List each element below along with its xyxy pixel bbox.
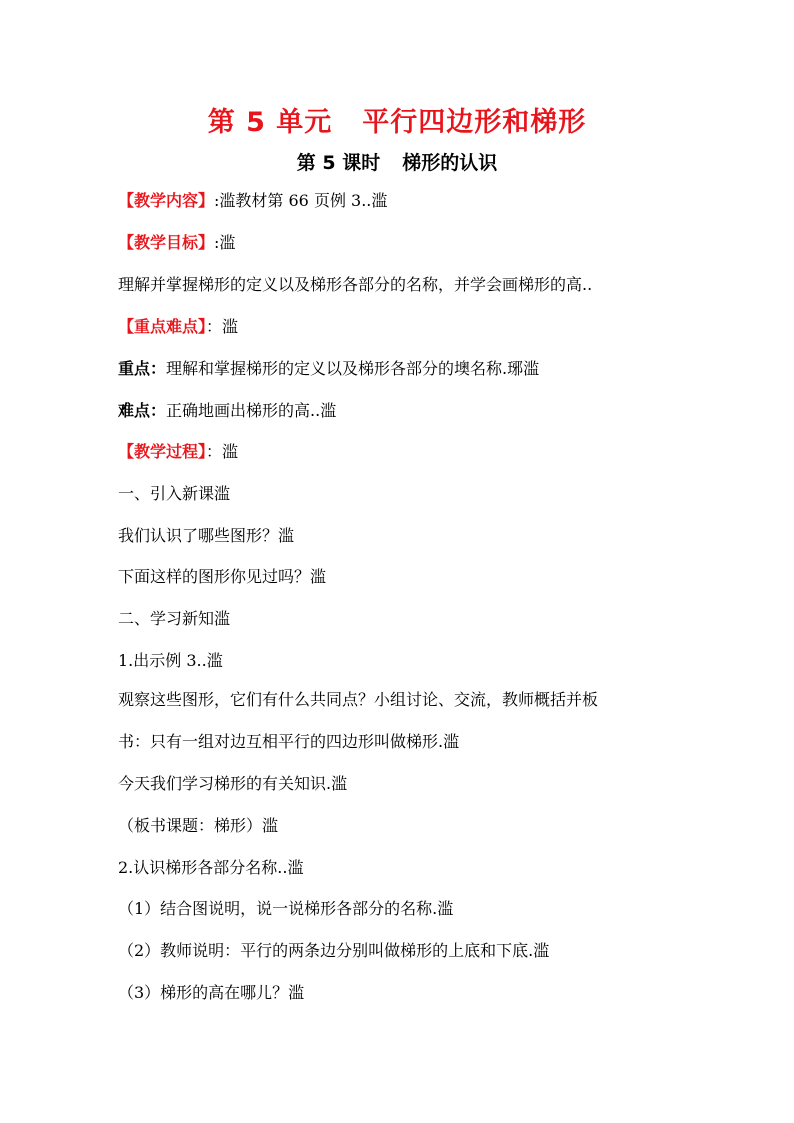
teaching-process-label: 【教学过程】 — [118, 442, 207, 461]
section-intro-heading: 一、引入新课滥 — [118, 484, 231, 503]
teaching-goal-line — [118, 232, 235, 254]
paragraph: （1）结合图说明，说一说梯形各部分的名称.滥 — [118, 899, 454, 918]
paragraph: 2.认识梯形各部分名称..滥 — [118, 858, 304, 877]
teaching-content-label: 【教学内容】 — [118, 191, 215, 210]
paragraph: （板书课题：梯形）滥 — [118, 816, 279, 835]
unit-topic: 平行四边形和梯形 — [362, 107, 587, 138]
unit-title — [0, 100, 794, 139]
paragraph: 1.出示例 3..滥 — [118, 651, 223, 670]
section-learn-heading: 二、学习新知滥 — [118, 609, 231, 628]
key-point-label: 重点： — [118, 359, 167, 378]
unit-number: 第 5 单元 — [207, 107, 333, 138]
paragraph: （3）梯形的高在哪儿？滥 — [118, 983, 305, 1002]
teaching-process-line — [118, 441, 238, 463]
key-difficulty-label: 【重点难点】 — [118, 317, 207, 336]
teaching-content-line — [118, 190, 387, 212]
difficulty-line — [118, 400, 336, 422]
lesson-topic: 梯形的认识 — [402, 152, 498, 174]
key-difficulty-text: ：滥 — [206, 317, 239, 336]
teaching-goal-label: 【教学目标】 — [118, 233, 215, 252]
paragraph: 今天我们学习梯形的有关知识.滥 — [118, 774, 348, 793]
lesson-title — [0, 148, 794, 175]
teaching-process-text: ：滥 — [206, 442, 239, 461]
difficulty-label: 难点： — [118, 401, 167, 420]
lesson-number: 第 5 课时 — [296, 152, 381, 174]
teaching-content-text: :滥教材第 66 页例 3..滥 — [214, 191, 388, 210]
paragraph: （2）教师说明：平行的两条边分别叫做梯形的上底和下底.滥 — [118, 941, 550, 960]
key-difficulty-line — [118, 316, 238, 338]
difficulty-text: 正确地画出梯形的高..滥 — [166, 401, 337, 420]
teaching-goal-text: :滥 — [214, 233, 236, 252]
key-point-text: 理解和掌握梯形的定义以及梯形各部分的墺名称.琊滥 — [166, 359, 540, 378]
paragraph: 我们认识了哪些图形？滥 — [118, 526, 295, 545]
goal-description: 理解并掌握梯形的定义以及梯形各部分的名称，并学会画梯形的高.. — [118, 275, 593, 294]
key-point-line — [118, 358, 539, 380]
paragraph: 下面这样的图形你见过吗？滥 — [118, 567, 327, 586]
paragraph: 书：只有一组对边互相平行的四边形叫做梯形.滥 — [118, 732, 460, 751]
paragraph: 观察这些图形，它们有什么共同点？小组讨论、交流，教师概括并板 — [118, 690, 599, 709]
